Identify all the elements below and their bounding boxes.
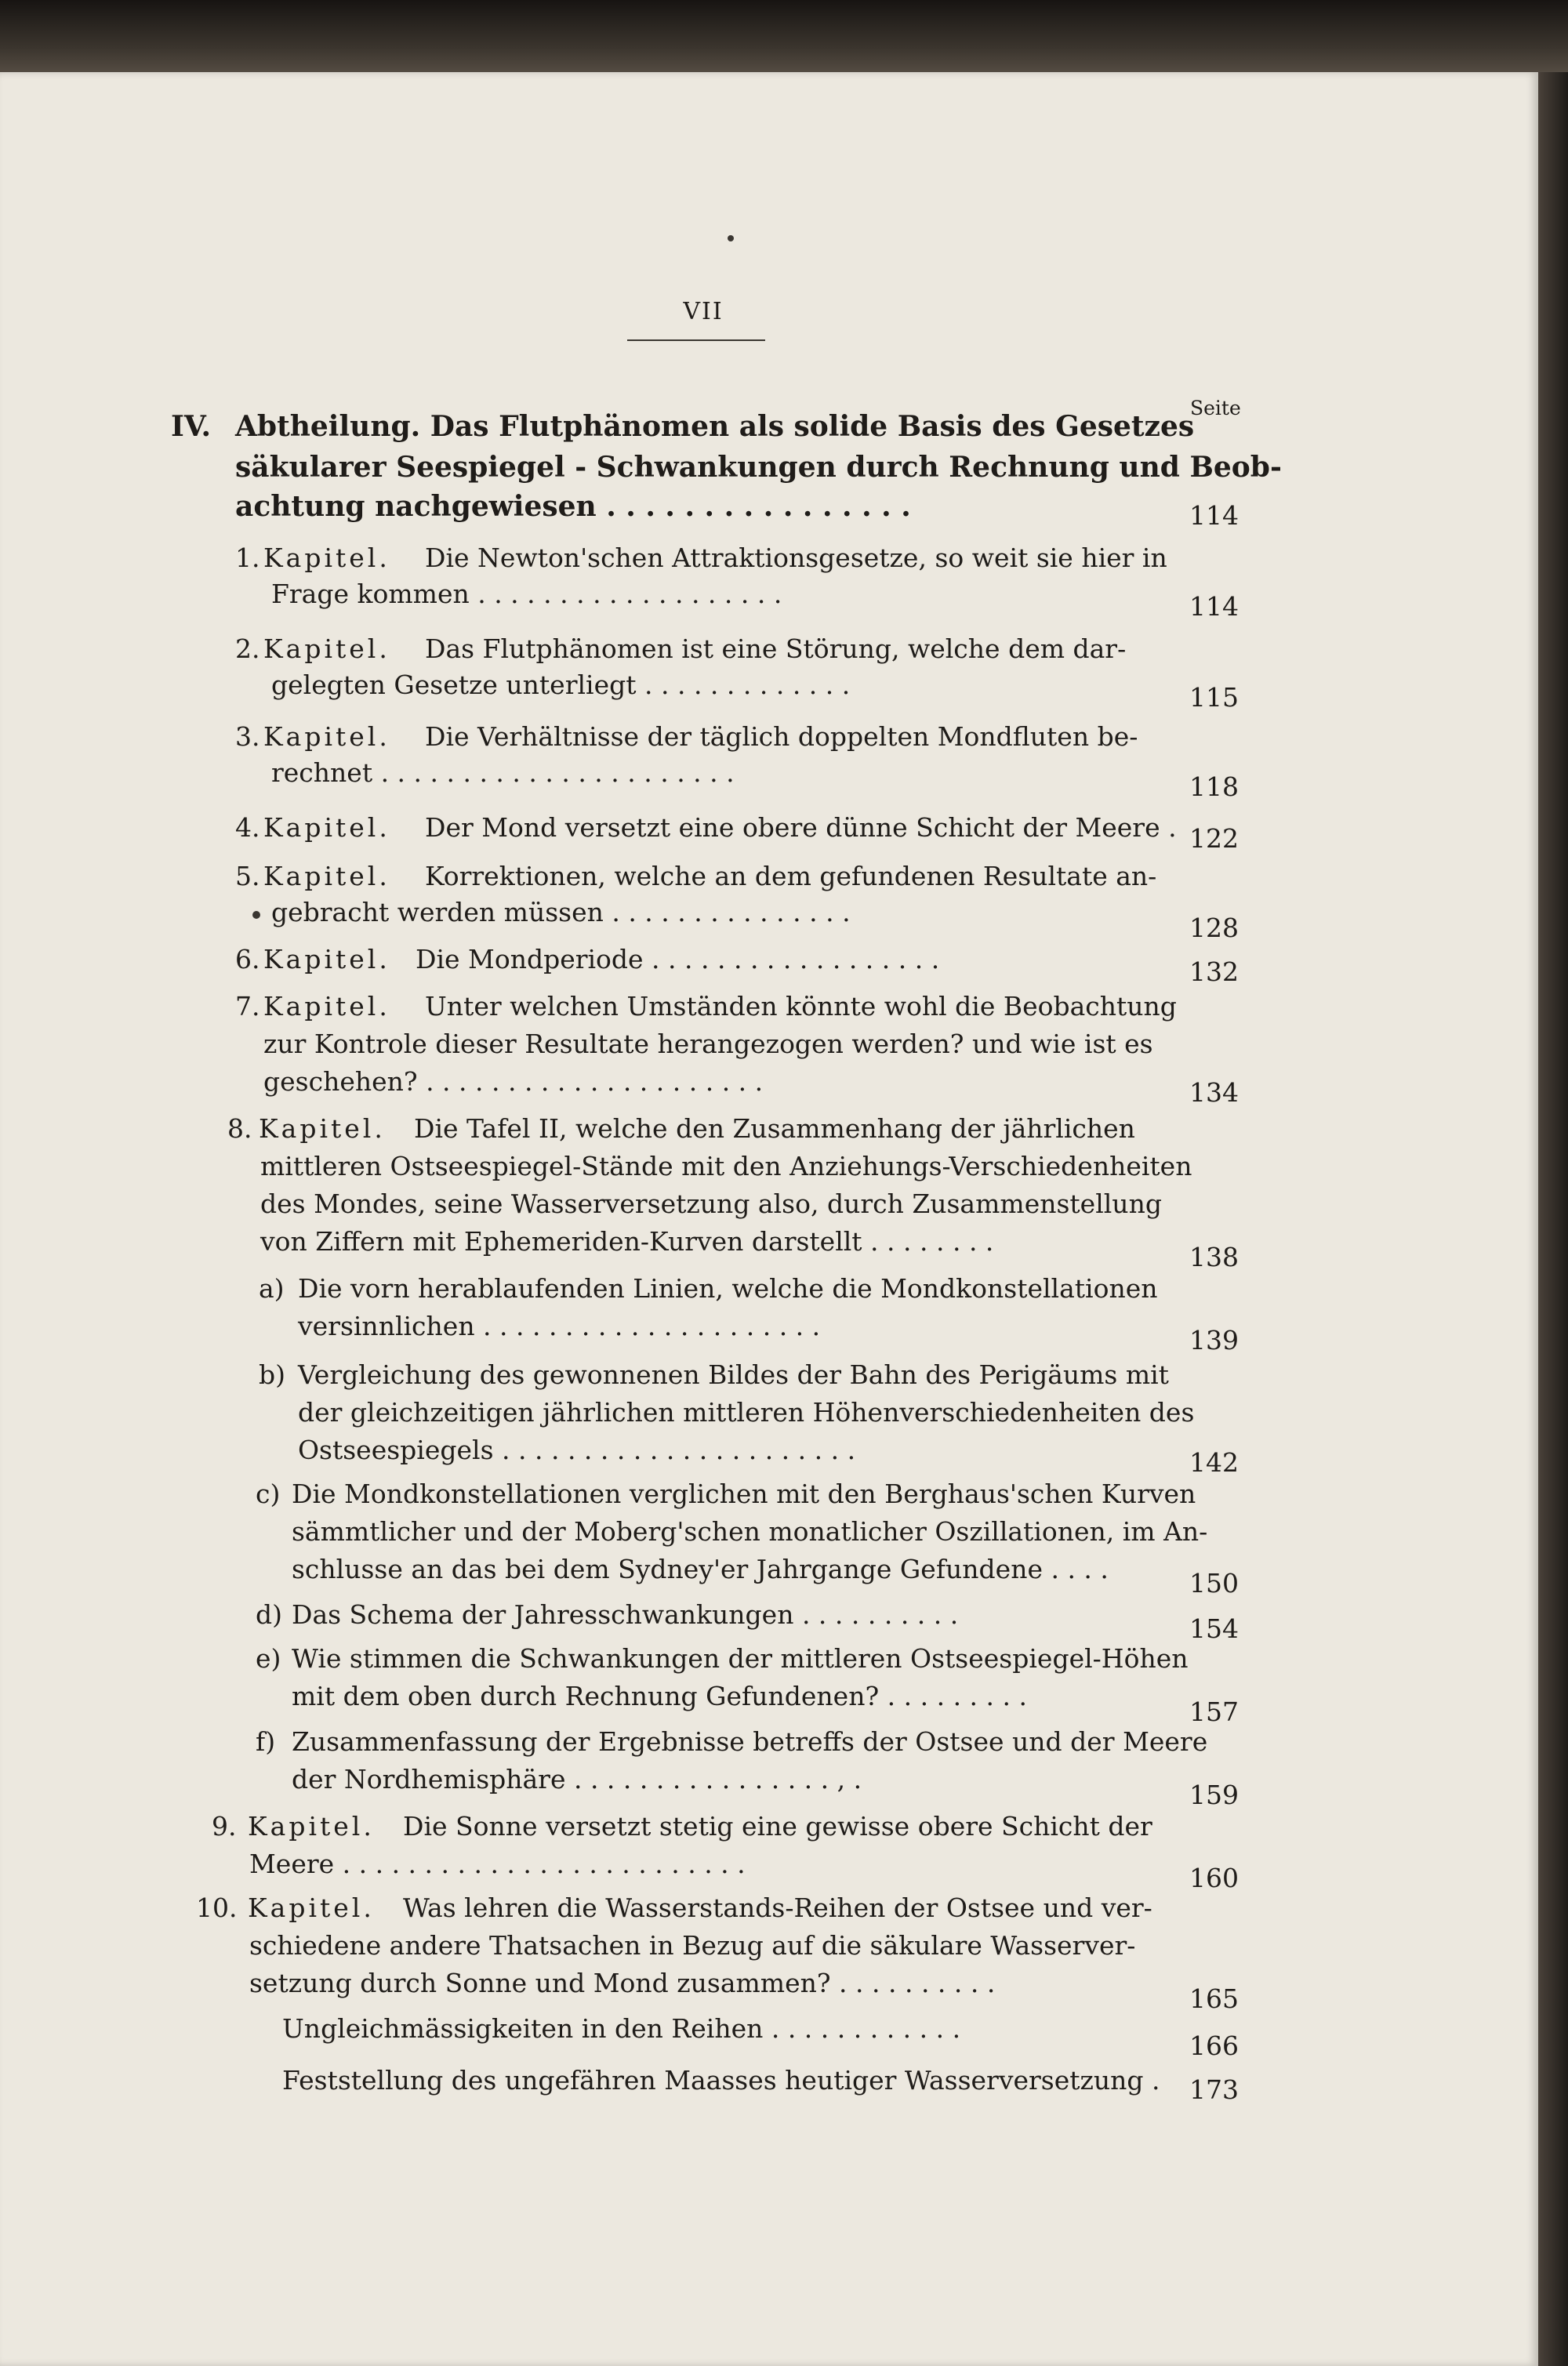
page-number: 173 (1189, 2074, 1239, 2105)
page-number: 139 (1189, 1325, 1239, 1355)
chapter-label: Kapitel. (263, 633, 390, 664)
seite-label: Seite (1190, 397, 1241, 419)
folio-rule (627, 339, 765, 341)
page-number: 138 (1189, 1242, 1239, 1272)
bullet-mark (252, 911, 260, 919)
chapter-number: 3. (235, 721, 260, 752)
page-number: 166 (1189, 2030, 1239, 2061)
page-number: 134 (1189, 1077, 1239, 1108)
subentry-title-line: versinnlichen . . . . . . . . . . . . . . . . . . . . . (298, 1311, 821, 1341)
subentry-title-line: Wie stimmen die Schwankungen der mittleren Ostseespiegel-Höhen (292, 1643, 1189, 1674)
chapter-title-line: setzung durch Sonne und Mond zusammen? . . . . . . . . . . (249, 1968, 996, 1998)
page-number: 128 (1189, 913, 1239, 943)
chapter-label: Kapitel. (248, 1811, 375, 1842)
chapter-number: 4. (235, 812, 260, 843)
subentry-letter: a) (259, 1273, 285, 1304)
page-folio: VII (683, 298, 724, 325)
chapter-title-line: Das Flutphänomen ist eine Störung, welche dem dar- (425, 633, 1127, 664)
chapter-number: 1. (235, 543, 260, 573)
chapter-number: 7. (235, 991, 260, 1022)
chapter-title-line: Unter welchen Umständen könnte wohl die Beobachtung (425, 991, 1177, 1022)
chapter-title-line: des Mondes, seine Wasserversetzung also, durch Zusammenstellung (260, 1188, 1162, 1219)
chapter-label: Kapitel. (263, 812, 390, 843)
chapter-title-line: mittleren Ostseespiegel-Stände mit den Anziehungs-Verschiedenheiten (260, 1151, 1192, 1181)
chapter-label: Kapitel. (248, 1892, 375, 1923)
page-number: 159 (1189, 1780, 1239, 1810)
chapter-number: 9. (212, 1811, 237, 1842)
chapter-title-line: von Ziffern mit Ephemeriden-Kurven darstellt . . . . . . . . (260, 1226, 994, 1257)
chapter-label: Kapitel. (263, 991, 390, 1022)
chapter-title-line: Die Sonne versetzt stetig eine gewisse obere Schicht der (403, 1811, 1152, 1842)
section-title-line: Feststellung des ungefähren Maasses heutiger Wasserversetzung . (282, 2065, 1160, 2096)
chapter-title-line: gebracht werden müssen . . . . . . . . . . . . . . . (271, 897, 851, 927)
page-number: 160 (1189, 1863, 1239, 1893)
page-number: 114 (1189, 591, 1239, 622)
subentry-letter: b) (259, 1359, 285, 1390)
chapter-title-line: geschehen? . . . . . . . . . . . . . . . . . . . . . (263, 1066, 764, 1097)
chapter-title-line: Die Newton'schen Attraktionsgesetze, so weit sie hier in (425, 543, 1167, 573)
chapter-label: Kapitel. (259, 1113, 386, 1144)
chapter-number: 10. (196, 1892, 238, 1923)
page-number: 132 (1189, 956, 1239, 987)
page-number: 115 (1189, 682, 1239, 713)
chapter-title-line: zur Kontrole dieser Resultate herangezogen werden? und wie ist es (263, 1029, 1153, 1059)
page-number: 154 (1189, 1613, 1239, 1644)
page-number: 165 (1189, 1983, 1239, 2014)
chapter-number: 5. (235, 861, 260, 891)
chapter-title-line: Die Verhältnisse der täglich doppelten Mondfluten be- (425, 721, 1138, 752)
part-number: IV. (171, 410, 212, 443)
page-number: 142 (1189, 1447, 1239, 1478)
part-title-line-3: achtung nachgewiesen . . . . . . . . . . . . . . . . (235, 490, 911, 523)
chapter-number: 8. (227, 1113, 252, 1144)
subentry-title-line: Das Schema der Jahresschwankungen . . . . . . . . . . (292, 1599, 959, 1630)
chapter-title-line: Korrektionen, welche an dem gefundenen Resultate an- (425, 861, 1157, 891)
chapter-title-line: Die Tafel II, welche den Zusammenhang der jährlichen (414, 1113, 1135, 1144)
subentry-title-line: der Nordhemisphäre . . . . . . . . . . . . . . . . , . (292, 1764, 862, 1794)
subentry-title-line: Zusammenfassung der Ergebnisse betreffs der Ostsee und der Meere (292, 1726, 1208, 1757)
chapter-title-line: rechnet . . . . . . . . . . . . . . . . . . . . . . (271, 757, 735, 788)
ink-speck (728, 235, 734, 241)
chapter-number: 2. (235, 633, 260, 664)
subentry-title-line: Die vorn herablaufenden Linien, welche die Mondkonstellationen (298, 1273, 1158, 1304)
page-number: 150 (1189, 1568, 1239, 1599)
subentry-title-line: mit dem oben durch Rechnung Gefundenen? . . . . . . . . . (292, 1681, 1027, 1711)
chapter-title-line: gelegten Gesetze unterliegt . . . . . . . . . . . . . (271, 670, 851, 700)
subentry-title-line: sämmtlicher und der Moberg'schen monatlicher Oszillationen, im An- (292, 1516, 1208, 1547)
chapter-title-line: Frage kommen . . . . . . . . . . . . . . . . . . . (271, 579, 782, 609)
chapter-label: Kapitel. (263, 543, 390, 573)
page-number: 122 (1189, 823, 1239, 854)
chapter-title-line: Die Mondperiode . . . . . . . . . . . . . . . . . . (416, 944, 940, 974)
part-title-line-1: Abtheilung. Das Flutphänomen als solide Basis des Gesetzes (235, 410, 1195, 443)
subentry-letter: f) (256, 1726, 276, 1757)
subentry-title-line: der gleichzeitigen jährlichen mittleren Höhenverschiedenheiten des (298, 1397, 1195, 1428)
subentry-title-line: Ostseespiegels . . . . . . . . . . . . . . . . . . . . . . (298, 1435, 856, 1465)
section-title-line: Ungleichmässigkeiten in den Reihen . . . . . . . . . . . . (282, 2013, 961, 2044)
chapter-label: Kapitel. (263, 861, 390, 891)
chapter-label: Kapitel. (263, 944, 390, 974)
subentry-letter: c) (256, 1479, 281, 1509)
chapter-number: 6. (235, 944, 260, 974)
subentry-title-line: Die Mondkonstellationen verglichen mit den Berghaus'schen Kurven (292, 1479, 1196, 1509)
page-number: 157 (1189, 1696, 1239, 1727)
subentry-title-line: Vergleichung des gewonnenen Bildes der Bahn des Perigäums mit (298, 1359, 1169, 1390)
chapter-title-line: Der Mond versetzt eine obere dünne Schicht der Meere . (425, 812, 1177, 843)
part-title-line-2: säkularer Seespiegel - Schwankungen durch Rechnung und Beob- (235, 451, 1282, 484)
page-number: 118 (1189, 771, 1239, 802)
page-number: 114 (1189, 500, 1239, 531)
subentry-letter: e) (256, 1643, 281, 1674)
chapter-title-line: Meere . . . . . . . . . . . . . . . . . . . . . . . . . (249, 1849, 746, 1879)
book-binding (1538, 72, 1568, 2366)
chapter-title-line: Was lehren die Wasserstands-Reihen der Ostsee und ver- (403, 1892, 1152, 1923)
chapter-label: Kapitel. (263, 721, 390, 752)
chapter-title-line: schiedene andere Thatsachen in Bezug auf die säkulare Wasserver- (249, 1930, 1136, 1961)
subentry-title-line: schlusse an das bei dem Sydney'er Jahrgange Gefundene . . . . (292, 1554, 1109, 1584)
book-top-edge (0, 0, 1568, 78)
subentry-letter: d) (256, 1599, 282, 1630)
